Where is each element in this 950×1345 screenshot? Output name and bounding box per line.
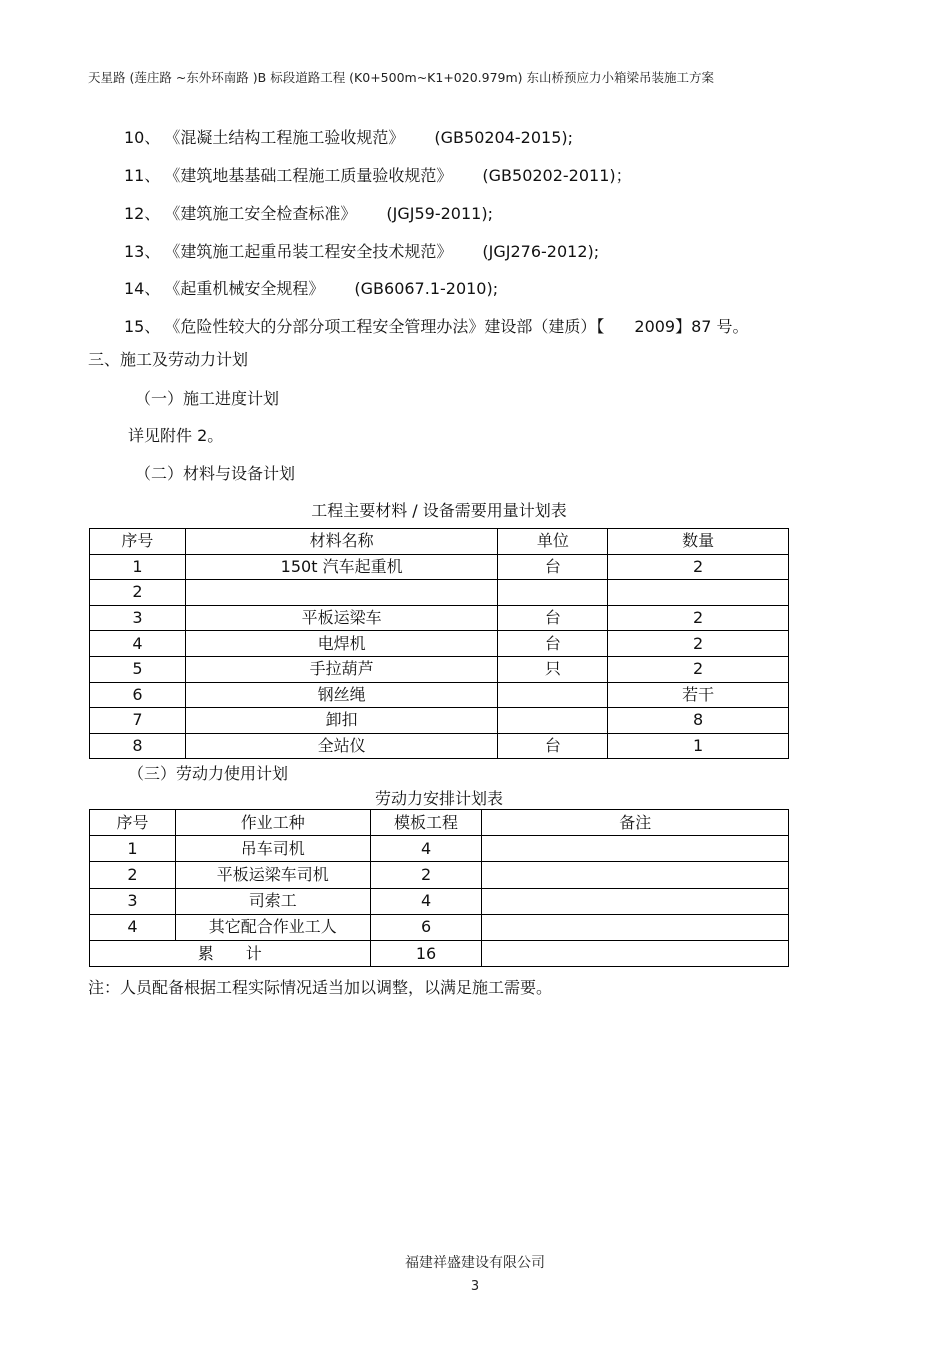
reference-item: [124, 276, 498, 299]
reference-code: (JGJ276-2012);: [482, 242, 600, 261]
table-row: [90, 580, 789, 606]
table-cell: [185, 580, 498, 606]
reference-item: [124, 239, 599, 262]
table-cell: 3: [90, 605, 186, 631]
header-cell: 材料名称: [185, 529, 498, 555]
table-cell: 4: [90, 914, 176, 940]
table-cell: 台: [498, 605, 608, 631]
table-cell: [498, 580, 608, 606]
table-total-row: [90, 940, 789, 966]
total-value-cell: 16: [370, 940, 482, 966]
header-cell: 序号: [90, 810, 176, 836]
table-row: [90, 733, 789, 759]
reference-name: 《建筑施工安全检查标准》: [164, 204, 357, 223]
table-cell: 全站仪: [185, 733, 498, 759]
page-header: 天星路 (莲庄路 ~东外环南路 )B 标段道路工程 (K0+500m~K1+020.979m) 东山桥预应力小箱梁吊装施工方案: [88, 70, 715, 85]
table-cell: 5: [90, 656, 186, 682]
table-cell: 6: [90, 682, 186, 708]
table-row: [90, 631, 789, 657]
table-cell: 卸扣: [185, 708, 498, 734]
table-row: [90, 605, 789, 631]
table-cell: 4: [90, 631, 186, 657]
table2-caption: 劳动力安排计划表: [374, 789, 503, 808]
table-cell: 4: [370, 888, 482, 914]
reference-code: (JGJ59-2011);: [386, 204, 493, 223]
subsection-heading-schedule: （一）施工进度计划: [135, 389, 280, 408]
reference-item: [124, 125, 573, 148]
reference-code: (GB6067.1-2010);: [354, 279, 499, 298]
note-text: 注：人员配备根据工程实际情况适当加以调整，以满足施工需要。: [88, 978, 553, 997]
table-cell: 150t 汽车起重机: [185, 554, 498, 580]
reference-number: 12、: [124, 204, 161, 223]
table-cell: [482, 914, 789, 940]
reference-item: [124, 314, 749, 337]
table-cell: [608, 580, 789, 606]
table-cell: 1: [90, 554, 186, 580]
reference-name: 《混凝土结构工程施工验收规范》: [164, 128, 405, 147]
table-cell: 若干: [608, 682, 789, 708]
table-cell: 2: [90, 580, 186, 606]
table-row: [90, 914, 789, 940]
table-cell: 2: [608, 656, 789, 682]
table-cell: 台: [498, 554, 608, 580]
table-cell: 1: [90, 836, 176, 862]
table-cell: 2: [608, 554, 789, 580]
schedule-text: 详见附件 2。: [128, 426, 224, 445]
labor-table: [89, 809, 789, 967]
table-cell: 1: [608, 733, 789, 759]
section-heading: 三、施工及劳动力计划: [88, 350, 249, 369]
header-cell: 数量: [608, 529, 789, 555]
table-cell: [498, 708, 608, 734]
total-label-cell: 累 计: [90, 940, 371, 966]
header-cell: 序号: [90, 529, 186, 555]
table-cell: 3: [90, 888, 176, 914]
table-cell: [482, 888, 789, 914]
page-number: 3: [470, 1279, 480, 1294]
table-cell: 其它配合作业工人: [175, 914, 370, 940]
reference-number: 14、: [124, 279, 161, 298]
table-cell: 8: [608, 708, 789, 734]
header-cell: 单位: [498, 529, 608, 555]
reference-number: 11、: [124, 166, 161, 185]
table-row: [90, 708, 789, 734]
reference-name: 《起重机械安全规程》: [164, 279, 325, 298]
reference-number: 15、: [124, 317, 161, 336]
reference-item: [124, 163, 632, 186]
reference-number: 10、: [124, 128, 161, 147]
total-remark-cell: [482, 940, 789, 966]
subsection-heading-materials: （二）材料与设备计划: [135, 464, 296, 483]
table-cell: [482, 836, 789, 862]
table-cell: 8: [90, 733, 186, 759]
table-cell: [498, 682, 608, 708]
table-row: [90, 888, 789, 914]
table-cell: 只: [498, 656, 608, 682]
table-cell: 吊车司机: [175, 836, 370, 862]
materials-table: [89, 528, 789, 759]
table-header-row: [90, 529, 789, 555]
table-cell: 2: [608, 605, 789, 631]
header-cell: 作业工种: [175, 810, 370, 836]
reference-number: 13、: [124, 242, 161, 261]
header-cell: 模板工程: [370, 810, 482, 836]
reference-code: (GB50204-2015);: [434, 128, 574, 147]
table-cell: [482, 862, 789, 888]
table-row: [90, 656, 789, 682]
reference-item: [124, 201, 493, 224]
table-cell: 司索工: [175, 888, 370, 914]
table-cell: 手拉葫芦: [185, 656, 498, 682]
reference-name: 《危险性较大的分部分项工程安全管理办法》建设部（建质）【: [164, 317, 605, 336]
table-cell: 电焊机: [185, 631, 498, 657]
reference-name: 《建筑地基基础工程施工质量验收规范》: [164, 166, 453, 185]
table-cell: 钢丝绳: [185, 682, 498, 708]
table-cell: 2: [608, 631, 789, 657]
table-cell: 台: [498, 631, 608, 657]
table-header-row: [90, 810, 789, 836]
table-row: [90, 862, 789, 888]
table1-caption: 工程主要材料 / 设备需要用量计划表: [311, 501, 567, 520]
table-row: [90, 682, 789, 708]
table-cell: 台: [498, 733, 608, 759]
reference-code: (GB50202-2011)；: [482, 166, 632, 185]
page-footer-company: 福建祥盛建设有限公司: [405, 1255, 545, 1271]
table-cell: 2: [90, 862, 176, 888]
subsection-heading-labor: （三）劳动力使用计划: [128, 764, 289, 783]
table-row: [90, 836, 789, 862]
header-cell: 备注: [482, 810, 789, 836]
table-cell: 平板运梁车: [185, 605, 498, 631]
reference-code: 2009】87 号。: [634, 317, 749, 336]
table-cell: 7: [90, 708, 186, 734]
table-row: [90, 554, 789, 580]
table-cell: 4: [370, 836, 482, 862]
table-cell: 平板运梁车司机: [175, 862, 370, 888]
table-cell: 6: [370, 914, 482, 940]
table-cell: 2: [370, 862, 482, 888]
reference-name: 《建筑施工起重吊装工程安全技术规范》: [164, 242, 453, 261]
